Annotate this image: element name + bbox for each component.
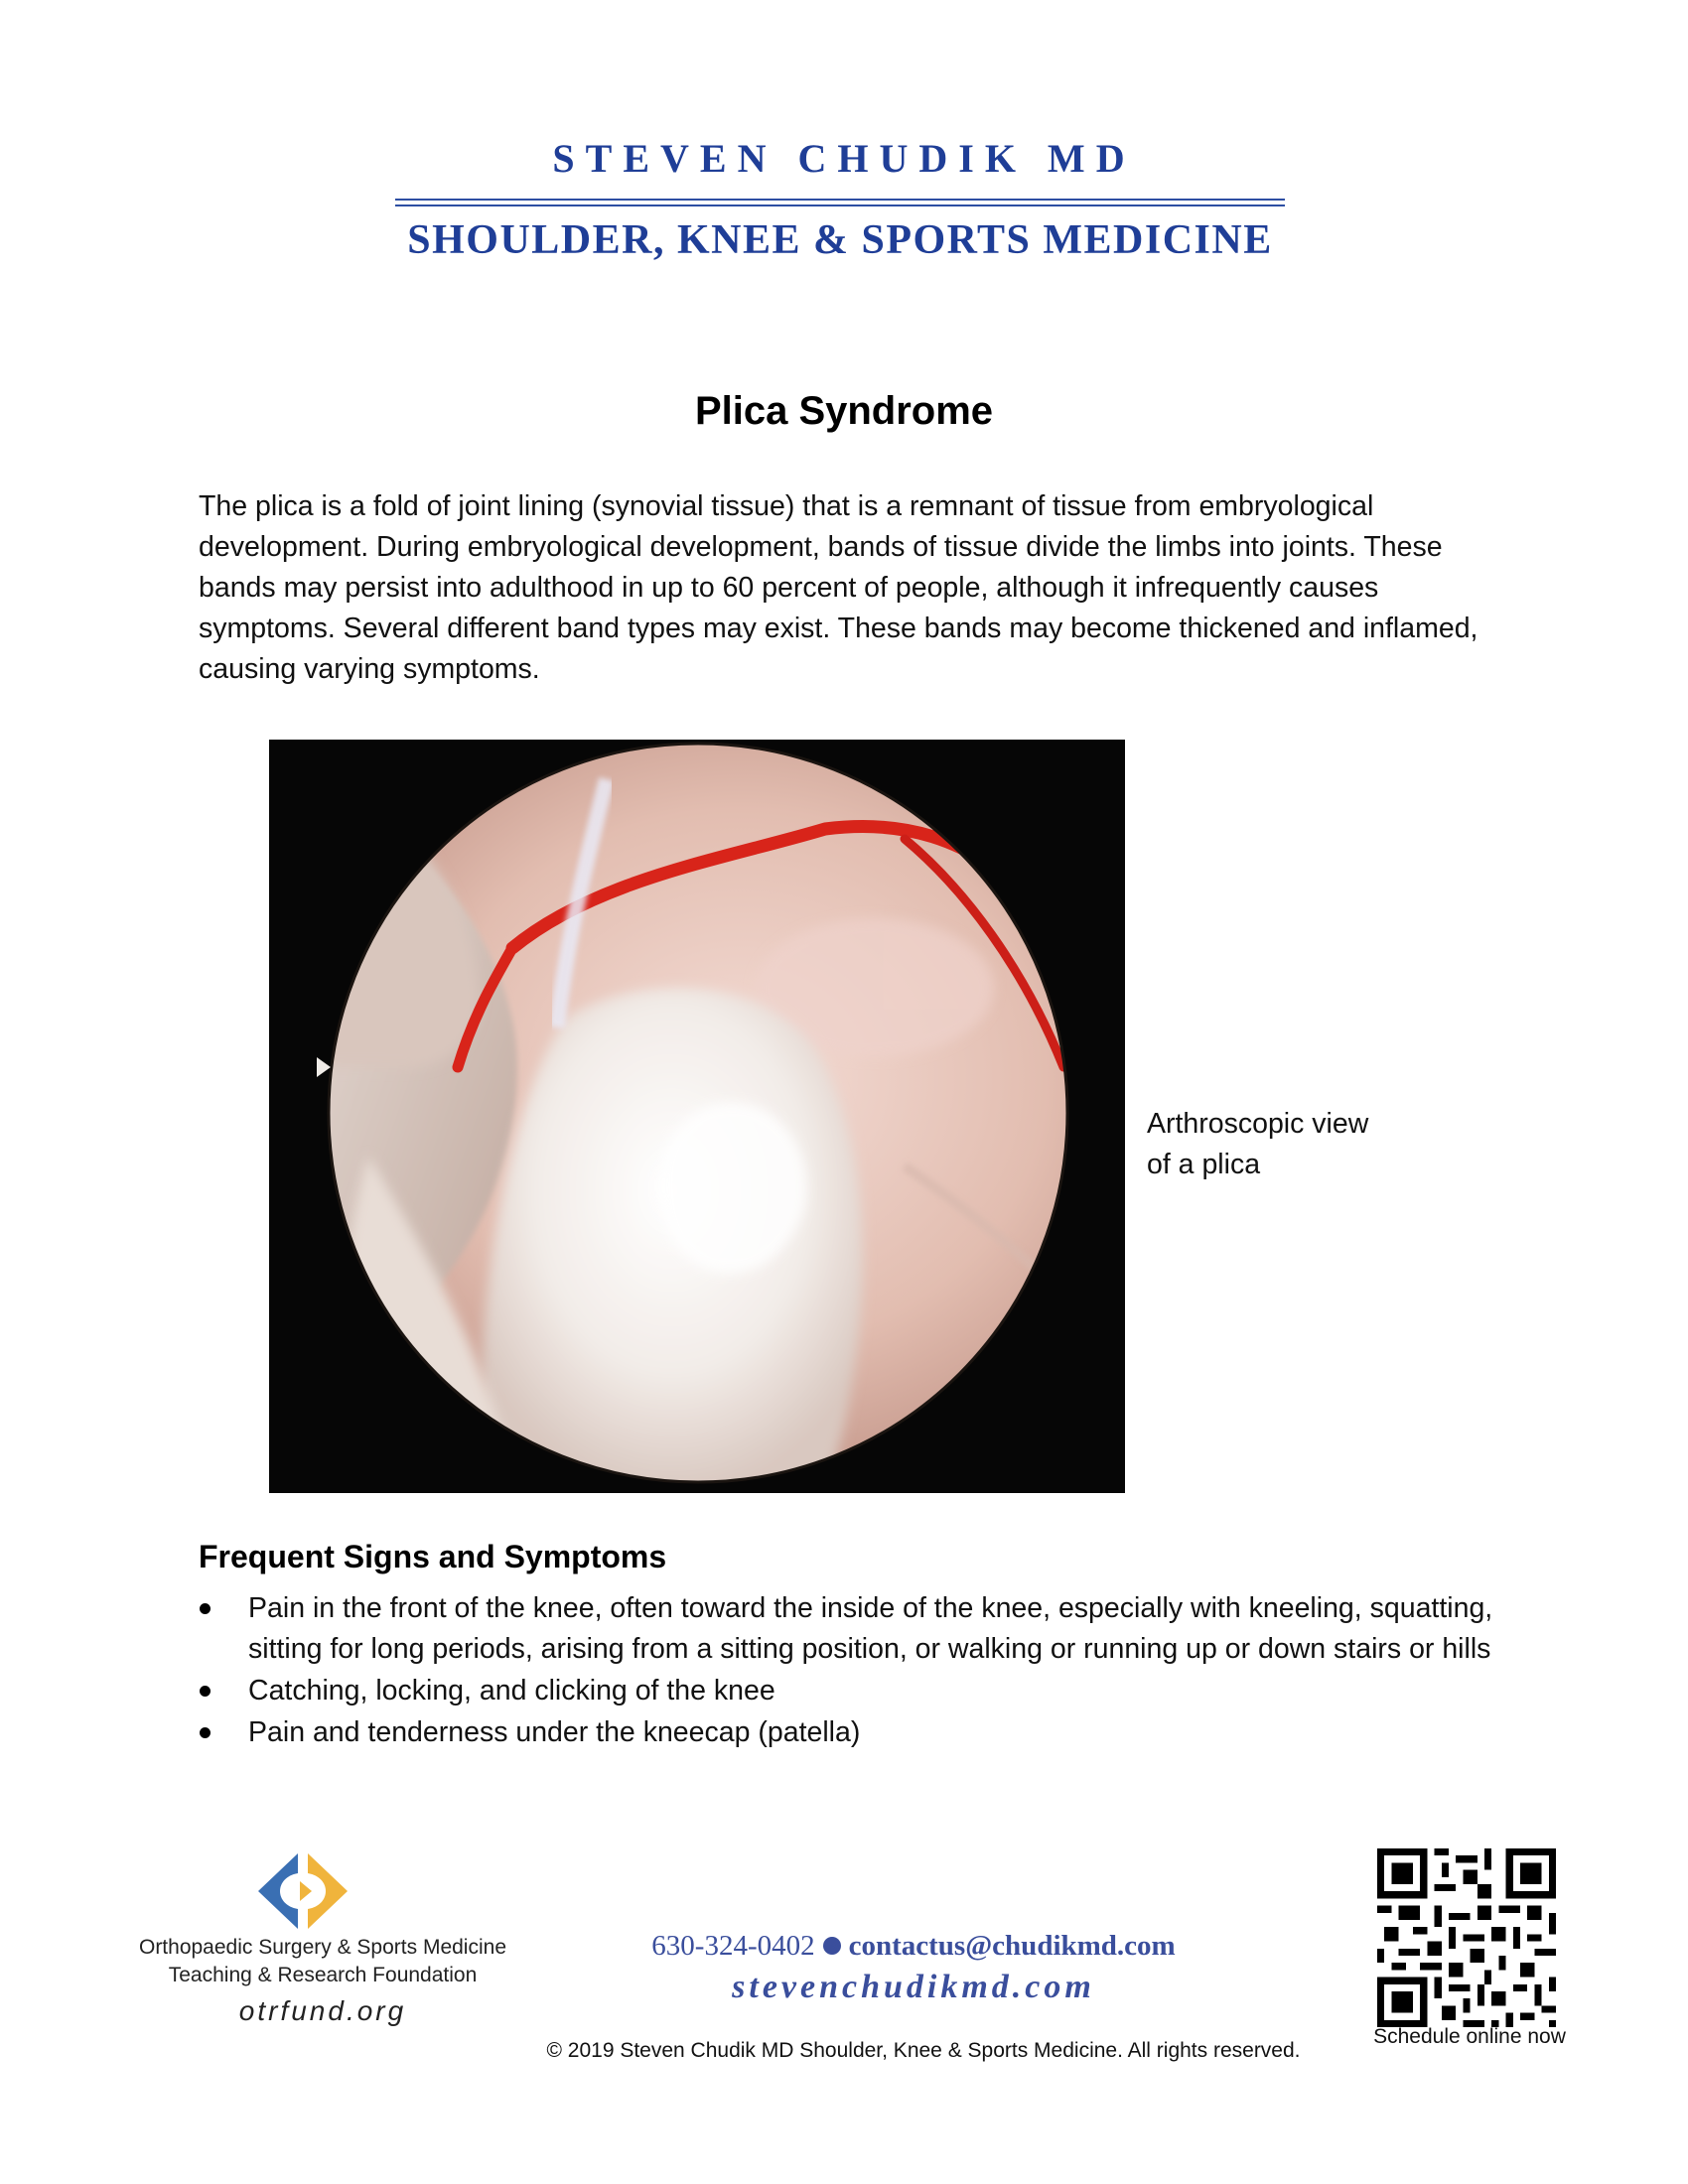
contact-line	[556, 1930, 1271, 1963]
website-link[interactable]: stevenchudikmd.com	[732, 1969, 1095, 2005]
practice-specialty: SHOULDER, KNEE & SPORTS MEDICINE	[407, 217, 1273, 263]
list-item-text: Pain in the front of the knee, often toward the inside of the knee, especially with kneeling, squatting, sitting for long periods, arising from a sitting position, or walking or running up or down stairs or hills	[248, 1592, 1493, 1665]
qr-code-icon[interactable]	[1377, 1848, 1556, 2027]
figure-caption-line-1: Arthroscopic view	[1147, 1108, 1369, 1140]
copyright-notice: © 2019 Steven Chudik MD Shoulder, Knee & Sports Medicine. All rights reserved.	[546, 2039, 1301, 2062]
bullet-icon	[200, 1727, 211, 1738]
list-item	[199, 1588, 1499, 1670]
symptoms-list	[199, 1588, 1499, 1754]
phone-number[interactable]: 630-324-0402	[651, 1930, 815, 1962]
intro-paragraph: The plica is a fold of joint lining (synovial tissue) that is a remnant of tissue from embryological development. During embryological development, bands of tissue divide the limbs into joints. These bands may persist into adulthood in up to 60 percent of people, although it infrequently causes symptoms. Several different band types may exist. These bands may become thickened and inflamed, causing varying symptoms.	[199, 490, 1478, 685]
foundation-name-line-2: Teaching & Research Foundation	[168, 1964, 478, 1986]
list-item	[199, 1671, 1499, 1711]
figure-caption-line-2: of a plica	[1147, 1149, 1261, 1180]
list-item	[199, 1712, 1499, 1753]
bullet-icon	[200, 1686, 211, 1697]
separator-dot-icon	[823, 1937, 841, 1955]
symptoms-heading: Frequent Signs and Symptoms	[199, 1539, 667, 1574]
header-rule-top	[395, 199, 1285, 201]
page-title: Plica Syndrome	[694, 389, 994, 433]
arthroscopic-image	[269, 740, 1125, 1493]
list-item-text: Pain and tenderness under the kneecap (patella)	[248, 1716, 861, 1748]
foundation-url-link[interactable]: otrfund.org	[238, 1995, 407, 2026]
figure-caption	[1147, 1104, 1465, 1185]
bullet-icon	[200, 1603, 211, 1614]
header-rule-bottom	[395, 205, 1285, 206]
qr-label: Schedule online now	[1373, 2025, 1566, 2048]
arthroscopic-view-drawing	[269, 740, 1125, 1493]
email-link[interactable]: contactus@chudikmd.com	[848, 1930, 1176, 1962]
otrf-logo-icon	[250, 1851, 359, 1931]
list-item-text: Catching, locking, and clicking of the knee	[248, 1675, 775, 1706]
practice-name: STEVEN CHUDIK MD	[552, 136, 1136, 181]
foundation-name-line-1: Orthopaedic Surgery & Sports Medicine	[138, 1936, 506, 1959]
